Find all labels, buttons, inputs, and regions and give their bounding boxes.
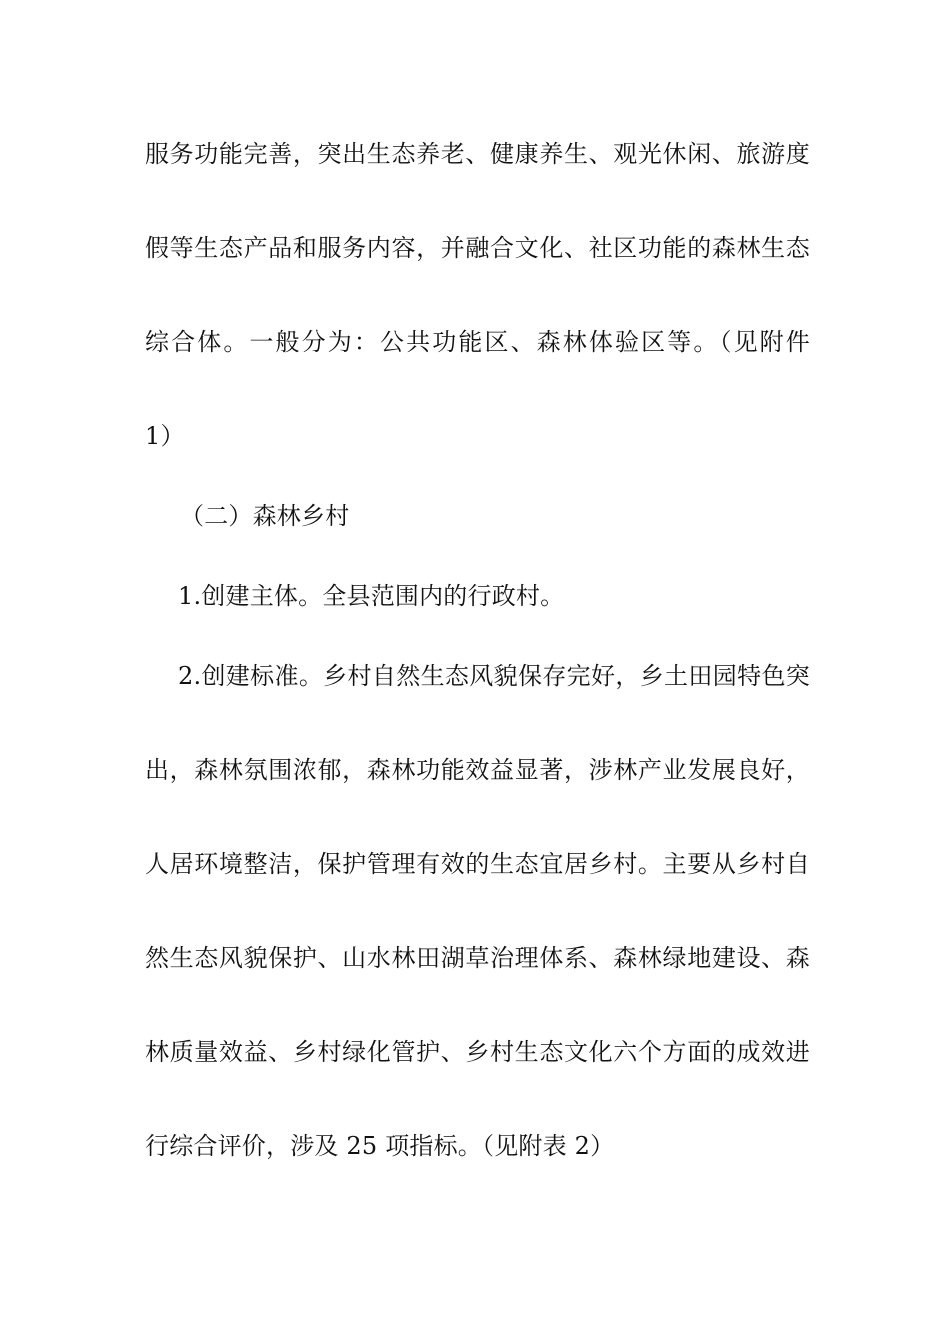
item-2-line-6: 行综合评价，涉及 25 项指标。（见附表 2） — [145, 1132, 615, 1160]
item-2-line-1: 2.创建标准。乡村自然生态风貌保存完好，乡土田园特色突 — [178, 662, 810, 690]
paragraph-line-3: 综合体。一般分为：公共功能区、森林体验区等。（见附件 — [145, 328, 810, 356]
paragraph-line-1: 服务功能完善，突出生态养老、健康养生、观光休闲、旅游度 — [145, 140, 810, 168]
paragraph-line-4: 1） — [145, 422, 185, 450]
item-2-line-3: 人居环境整洁，保护管理有效的生态宜居乡村。主要从乡村自 — [145, 850, 810, 878]
paragraph-line-2: 假等生态产品和服务内容，并融合文化、社区功能的森林生态 — [145, 234, 810, 262]
item-1-line: 1.创建主体。全县范围内的行政村。 — [178, 582, 565, 610]
item-2-line-4: 然生态风貌保护、山水林田湖草治理体系、森林绿地建设、森 — [145, 944, 810, 972]
section-heading-forest-village: （二）森林乡村 — [180, 502, 350, 530]
item-2-line-2: 出，森林氛围浓郁，森林功能效益显著，涉林产业发展良好， — [145, 756, 810, 784]
item-2-line-5: 林质量效益、乡村绿化管护、乡村生态文化六个方面的成效进 — [145, 1038, 810, 1066]
